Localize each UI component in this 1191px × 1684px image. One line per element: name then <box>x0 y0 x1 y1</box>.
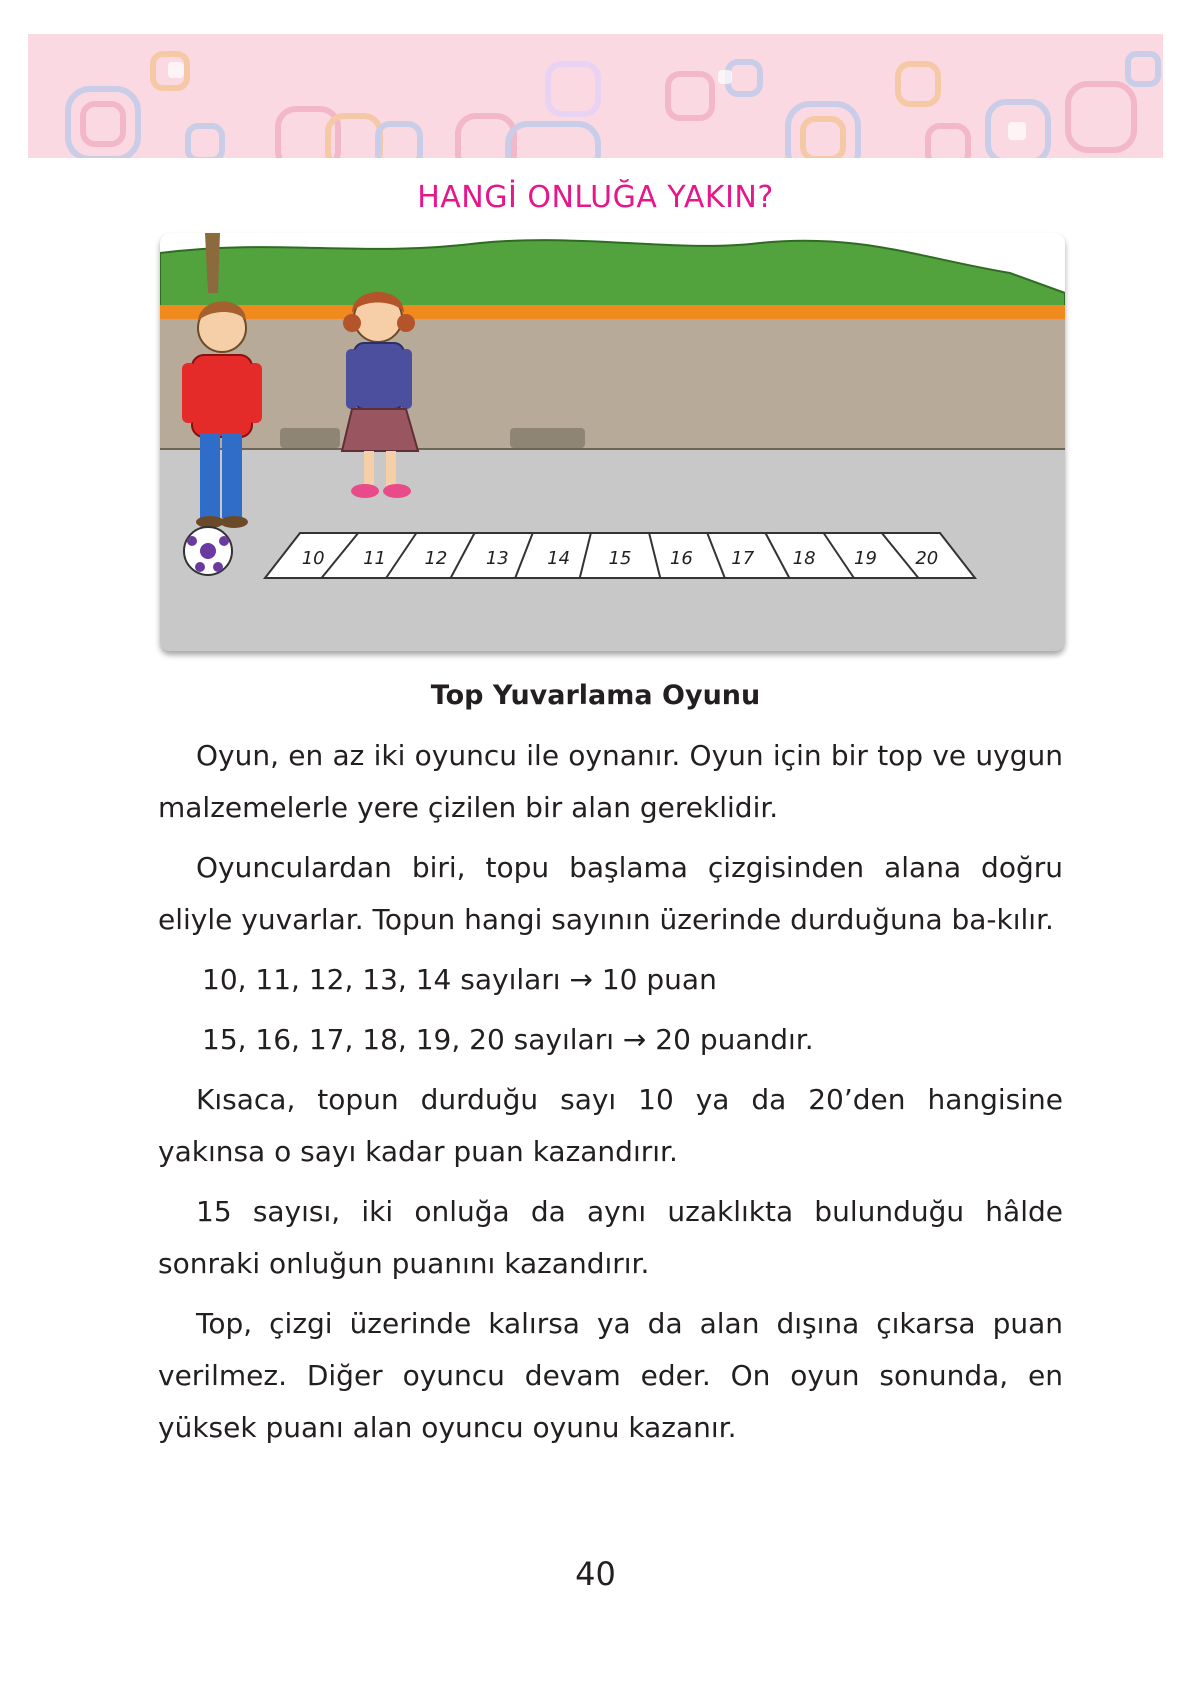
hopscotch-strip <box>265 533 975 578</box>
playground-illustration <box>160 233 1065 651</box>
hopscotch-number: 20 <box>915 548 939 569</box>
header-banner <box>28 34 1163 158</box>
paragraph-1: Oyun, en az iki oyuncu ile oynanır. Oyun için bir top ve uygun malzemelerle yere çizilen bir alan gereklidir. <box>158 739 1063 824</box>
rule-2 <box>158 1014 1063 1066</box>
text-block <box>158 730 1063 1462</box>
page-title: HANGİ ONLUĞA YAKIN? <box>417 180 774 215</box>
soccer-ball <box>184 527 232 575</box>
rule-1-result: 10 puan <box>601 963 717 996</box>
rule-1 <box>158 954 1063 1006</box>
paragraph-2: Oyunculardan biri, topu başlama çizgisinden alana doğru eliyle yuvarlar. Topun hangi sayının üzerinde durduğuna ba-kılır. <box>158 851 1063 936</box>
banner-pattern <box>28 34 1163 158</box>
hopscotch-number: 19 <box>854 548 877 569</box>
hopscotch-number: 10 <box>301 548 325 569</box>
paragraph-3: Kısaca, topun durduğu sayı 10 ya da 20’den hangisine yakınsa o sayı kadar puan kazandırır. <box>158 1083 1063 1168</box>
rule-2-numbers: 15, 16, 17, 18, 19, 20 sayıları <box>202 1023 615 1056</box>
hopscotch-number: 15 <box>608 548 632 569</box>
hopscotch-number: 17 <box>731 548 755 569</box>
hopscotch-number: 12 <box>424 548 448 569</box>
paragraph-5: Top, çizgi üzerinde kalırsa ya da alan dışına çıkarsa puan verilmez. Diğer oyuncu devam eder. On oyun sonunda, en yüksek puanı alan oyuncu oyunu kazanır. <box>158 1307 1063 1444</box>
hopscotch-number: 11 <box>363 548 386 569</box>
hopscotch-number: 13 <box>485 548 509 569</box>
subtitle: Top Yuvarlama Oyunu <box>430 680 761 711</box>
paragraph-4: 15 sayısı, iki onluğa da aynı uzaklıkta bulunduğu hâlde sonraki onluğun puanını kazandırır. <box>158 1195 1063 1280</box>
rule-2-result: 20 puandır. <box>655 1023 814 1056</box>
hopscotch-number: 16 <box>669 548 693 569</box>
page-number: 40 <box>575 1555 616 1593</box>
hopscotch-number: 18 <box>792 548 816 569</box>
rule-1-numbers: 10, 11, 12, 13, 14 sayıları <box>202 963 561 996</box>
hopscotch-number: 14 <box>547 548 571 569</box>
wall-stripe <box>160 305 1065 319</box>
arrow-icon: → <box>622 1023 647 1056</box>
scene-drawing <box>160 233 1065 651</box>
arrow-icon: → <box>569 963 593 996</box>
